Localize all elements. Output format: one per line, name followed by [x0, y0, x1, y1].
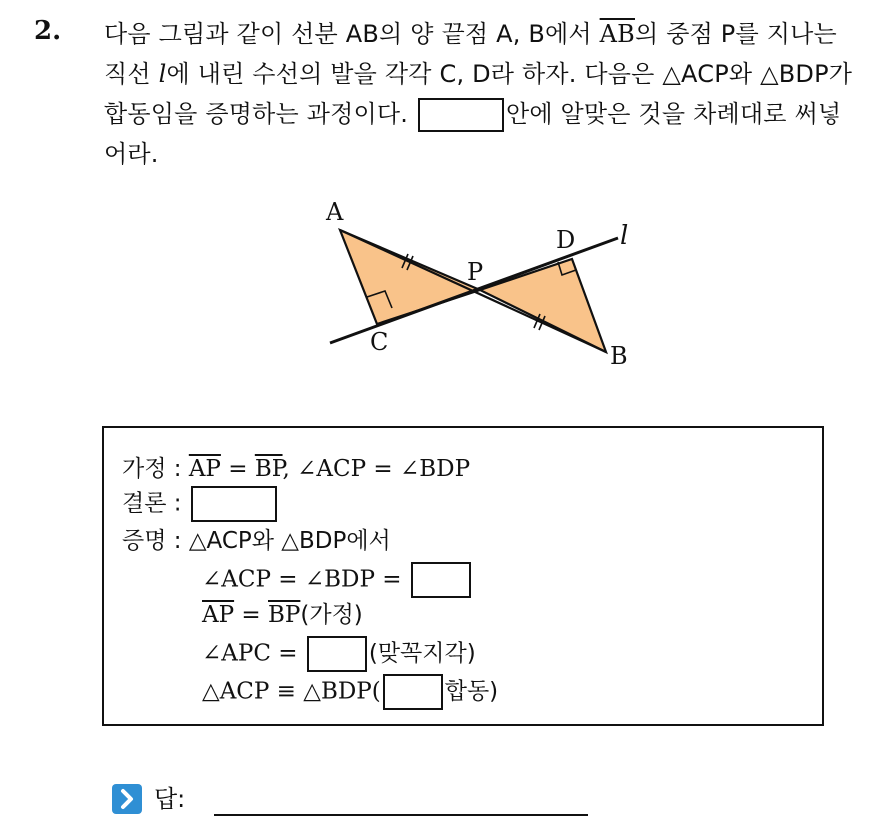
segment-ab: $\overline{AB}$: [599, 20, 635, 48]
assumption-rest: , ∠ACP = ∠BDP: [282, 456, 471, 482]
question-text-part-1: 다음 그림과 같이 선분 AB의 양 끝점 A, B에서: [104, 20, 600, 48]
triangle-acp: [340, 230, 480, 324]
proof-label: 증명 :: [122, 528, 189, 554]
conclusion-label: 결론 :: [122, 490, 189, 517]
proof-step-4: [202, 674, 498, 710]
label-a: A: [326, 198, 344, 226]
step2-eq: =: [234, 602, 268, 628]
step3-text: ∠APC =: [202, 640, 305, 667]
answer-label: 답:: [154, 785, 186, 813]
assumption-line: [122, 452, 470, 486]
question-text: [104, 14, 864, 174]
step4-reason: 합동): [444, 678, 499, 705]
question-text-part-4: 안에 알맞은 것을 차례대로 써넣어라.: [104, 100, 842, 168]
assumption-ap: $\overline{AP}$: [188, 456, 221, 482]
geometry-figure: [322, 192, 662, 382]
proof-step-1: [202, 562, 473, 598]
assumption-eq: =: [220, 456, 255, 482]
proof-step-2: [202, 598, 363, 632]
step2-ap: $\overline{AP}$: [202, 602, 235, 628]
blank-step-1[interactable]: [411, 562, 471, 598]
proof-intro: △ACP와 △BDP에서: [188, 528, 391, 554]
step2-reason: (가정): [300, 602, 363, 628]
triangle-bdp: [480, 259, 606, 352]
label-l: l: [620, 221, 629, 251]
blank-step-3[interactable]: [307, 636, 367, 672]
line-l-symbol: l: [158, 60, 167, 88]
step2-bp: $\overline{BP}$: [268, 602, 301, 628]
conclusion-line: [122, 486, 279, 522]
step3-reason: (맞꼭지각): [368, 640, 476, 667]
proof-box: [102, 426, 824, 726]
assumption-label: 가정 :: [122, 456, 189, 482]
chevron-right-icon: [112, 784, 142, 814]
question-text-part-3: 에 내린 수선의 발을 각각 C, D라 하자. 다음은 △ACP와 △BDP가 합동임을 증명하는 과정이다.: [104, 60, 853, 128]
blank-box-legend: [418, 98, 504, 132]
proof-step-3: [202, 636, 476, 672]
blank-conclusion[interactable]: [191, 486, 277, 522]
label-b: B: [610, 342, 628, 370]
question-number: 2.: [34, 16, 62, 46]
blank-step-4[interactable]: [383, 674, 443, 710]
step1-text: ∠ACP = ∠BDP =: [202, 566, 409, 593]
answer-input-line[interactable]: [214, 814, 588, 816]
question-text-part-2: 의 중점 P를 지나는 직선: [104, 20, 837, 88]
label-c: C: [370, 328, 389, 356]
label-d: D: [556, 226, 576, 254]
label-p: P: [467, 258, 484, 286]
step4-text: △ACP ≡ △BDP(: [202, 678, 381, 705]
assumption-bp: $\overline{BP}$: [254, 456, 283, 482]
proof-intro-line: [122, 524, 391, 558]
